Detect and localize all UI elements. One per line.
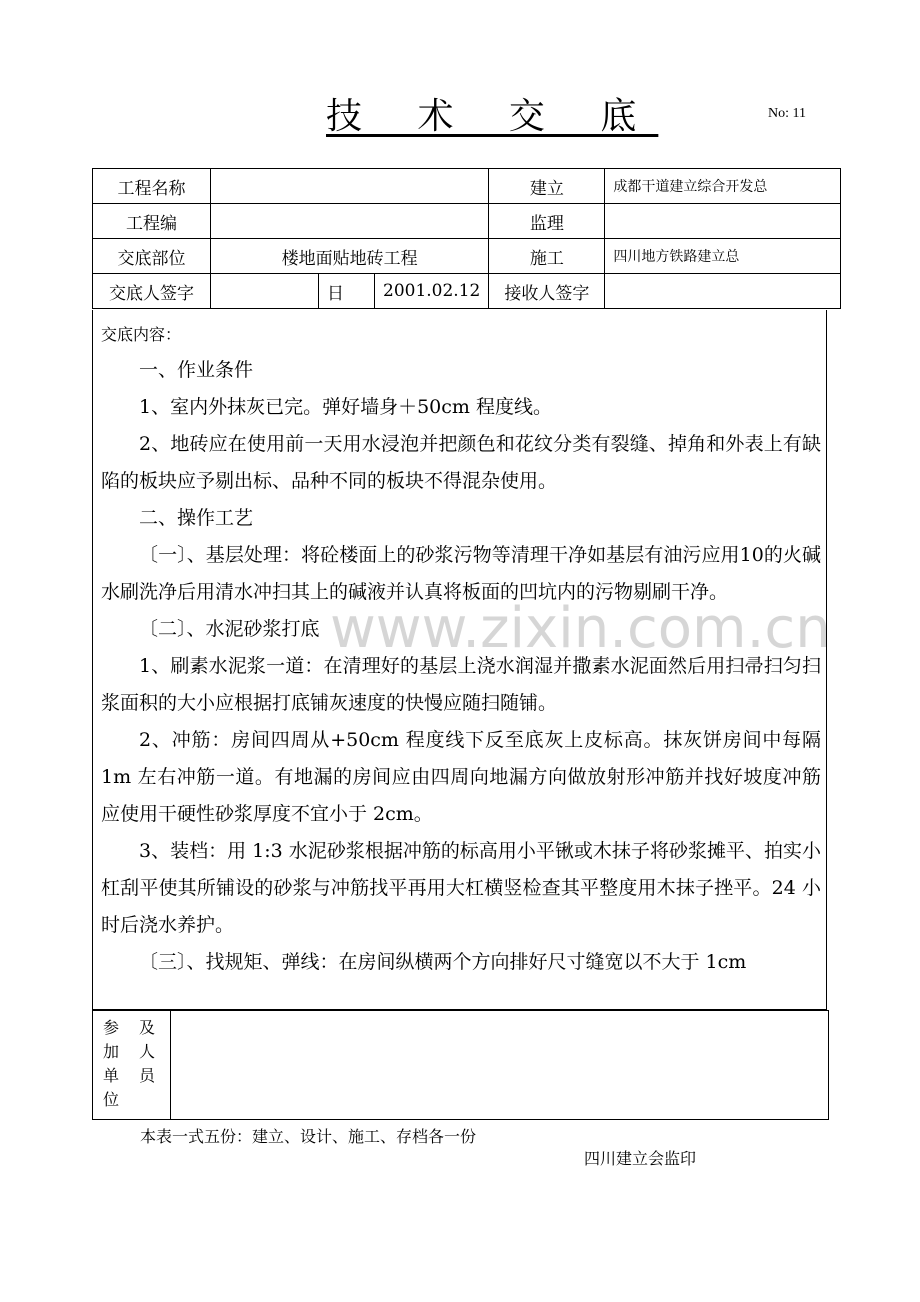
participants-box (92, 1010, 829, 1120)
content-heading: 交底内容： (101, 325, 182, 344)
receiver-signer-value (605, 274, 841, 309)
footer-note: 本表一式五份：建立、设计、施工、存档各一份 (140, 1127, 477, 1146)
table-row (93, 204, 841, 239)
paragraph: 3、装档：用 1:3 水泥砂浆根据冲筋的标高用小平锹或木抹子将砂浆摊平、拍实小杠刮平使其所铺设的砂浆与冲筋找平再用大杠横竖检查其平整度用木抹子挫平。24 小时后浇水养护。 (101, 840, 821, 936)
builder-value: 成都干道建立综合开发总 (605, 169, 841, 204)
document-title: 技 术 交 底 (326, 96, 659, 137)
handover-part-label: 交底部位 (93, 239, 211, 274)
supervision-label: 监理 (489, 204, 605, 239)
participants-label-char: 单 (103, 1066, 120, 1085)
date-label: 日 (319, 274, 375, 309)
participants-label-char: 人 (139, 1042, 156, 1061)
participants-label-char: 位 (103, 1090, 120, 1109)
project-name-label: 工程名称 (93, 169, 211, 204)
participants-label-char: 及 (139, 1018, 156, 1037)
project-name-value (211, 169, 489, 204)
paragraph: 一、作业条件 (139, 359, 254, 381)
handover-signer-label: 交底人签字 (93, 274, 211, 309)
paragraph: 〔二〕、水泥砂浆打底 (139, 618, 320, 640)
participants-label (93, 1011, 171, 1119)
paragraph: 2、冲筋：房间四周从+50cm 程度线下反至底灰上皮标高。抹灰饼房间中每隔 1m 左右冲筋一道。有地漏的房间应由四周向地漏方向做放射形冲筋并找好坡度冲筋应使用干硬性砂浆厚度不宜小于 2cm。 (101, 729, 821, 825)
table-row (93, 274, 841, 309)
document-number: No: 11 (768, 106, 806, 121)
project-code-value (211, 204, 489, 239)
table-row (93, 169, 841, 204)
table-row (93, 239, 841, 274)
participants-label-char: 参 (103, 1018, 120, 1037)
paragraph: 二、操作工艺 (139, 507, 254, 529)
participants-label-char: 员 (139, 1066, 156, 1085)
date-value: 2001.02.12 (375, 274, 489, 309)
construction-value: 四川地方铁路建立总 (605, 239, 841, 274)
participants-label-char: 加 (103, 1042, 120, 1061)
content-paragraphs (101, 352, 821, 981)
paragraph: 2、地砖应在使用前一天用水浸泡并把颜色和花纹分类有裂缝、掉角和外表上有缺陷的板块应予剔出标、品种不同的板块不得混杂使用。 (101, 433, 821, 492)
watermark: www.zixin.com.cn (330, 596, 831, 661)
project-code-label: 工程编 (93, 204, 211, 239)
handover-signer-value (211, 274, 319, 309)
footer-seal: 四川建立会监印 (584, 1149, 697, 1168)
paragraph: 〔三〕、找规矩、弹线：在房间纵横两个方向排好尺寸缝宽以不大于 1cm (139, 951, 747, 973)
supervision-value (605, 204, 841, 239)
builder-label: 建立 (489, 169, 605, 204)
construction-label: 施工 (489, 239, 605, 274)
paragraph: 1、刷素水泥浆一道：在清理好的基层上浇水润湿并撒素水泥面然后用扫帚扫匀扫浆面积的大小应根据打底铺灰速度的快慢应随扫随铺。 (101, 655, 821, 714)
paragraph: 〔一〕、基层处理：将砼楼面上的砂浆污物等清理干净如基层有油污应用10的火碱水刷洗净后用清水冲扫其上的碱液并认真将板面的凹坑内的污物剔刷干净。 (101, 544, 821, 603)
receiver-signer-label: 接收人签字 (489, 274, 605, 309)
paragraph: 1、室内外抹灰已完。弹好墙身＋50cm 程度线。 (139, 396, 552, 418)
info-table (92, 168, 841, 309)
handover-part-value: 楼地面贴地砖工程 (211, 239, 489, 274)
